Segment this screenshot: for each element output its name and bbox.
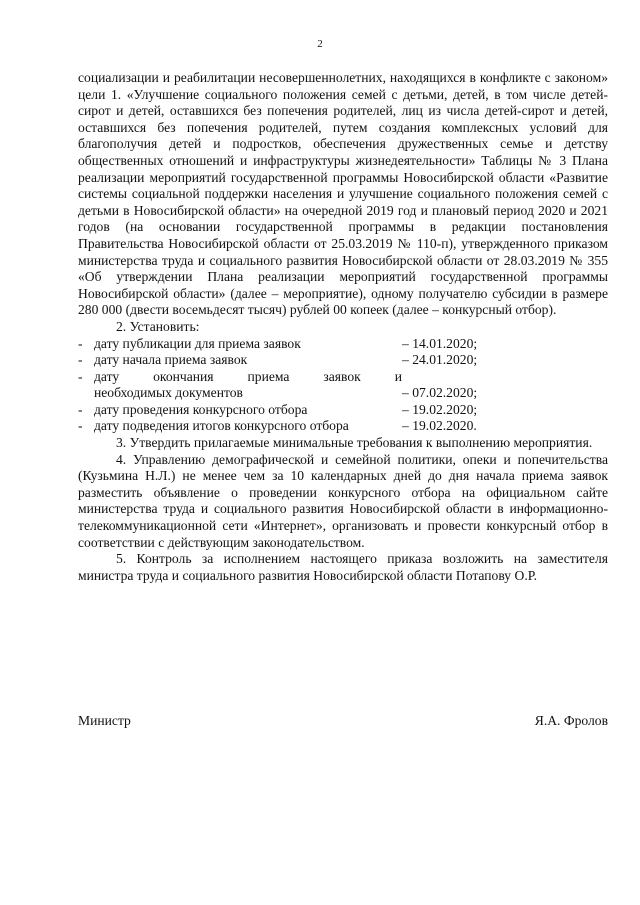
schedule-list — [78, 336, 608, 436]
signature-name: Я.А. Фролов — [534, 713, 608, 728]
schedule-item-date: – 14.01.2020; — [402, 335, 478, 351]
schedule-item-date: – 19.02.2020; — [402, 401, 478, 417]
schedule-item — [78, 352, 608, 369]
schedule-item-date: – 07.02.2020; — [402, 385, 478, 401]
list-dash: - — [78, 418, 83, 434]
schedule-item-date: – 24.01.2020; — [402, 352, 478, 368]
schedule-item — [78, 369, 608, 402]
list-dash: - — [78, 352, 83, 368]
schedule-item-label: дату проведения конкурсного отбора — [94, 401, 308, 417]
paragraph-continuation: социализации и реабилитации несовершеннолетних, находящихся в конфликте с законом» цели 1. «Улучшение социального положения семей с детьми, детей, в том числе детей-сирот и детей, оставшихся без попечения родителей, лиц из числа детей-сирот и детей, оставшихся без попечения родителей, путем создания комплексных условий для благополучия детей и подростков, обеспечения дружественных семье и детству общественных отношений и инфраструктуры жизнедеятельности» Таблицы № 3 Плана реализации мероприятий государственной программы Новосибирской области «Развитие системы социальной поддержки населения и улучшение социального положения семей с детьми в Новосибирской области» на очередной 2019 год и плановый период 2020 и 2021 годов (на основании государственной программы в редакции постановления Правительства Новосибирской области от 25.03.2019 № 110-п), утвержденного приказом министерства труда и социального развития Новосибирской области от 28.03.2019 № 355 «Об утверждении Плана реализации мероприятий государственной программы Новосибирской области» (далее – мероприятие), одному получателю субсидии в размере 280 000 (двести восемьдесят тысяч) рублей 00 копеек (далее – конкурсный отбор). — [78, 70, 608, 318]
paragraph-control: 5. Контроль за исполнением настоящего приказа возложить на заместителя министра труда и социального развития Новосибирской области Потапову О.Р. — [78, 551, 608, 583]
paragraph-approve-requirements: 3. Утвердить прилагаемые минимальные требования к выполнению мероприятия. — [116, 435, 593, 451]
schedule-item — [78, 418, 608, 435]
schedule-item-label-line2: необходимых документов — [94, 385, 243, 401]
signature-block — [78, 713, 608, 730]
schedule-item — [78, 336, 608, 353]
schedule-item — [78, 402, 608, 419]
document-body — [78, 70, 608, 584]
schedule-item-label: дату подведения итогов конкурсного отбора — [94, 418, 349, 434]
list-dash: - — [78, 401, 83, 417]
paragraph-department-instructions: 4. Управлению демографической и семейной политики, опеки и попечительства (Кузьмина Н.Л.) не менее чем за 10 календарных дней до дня начала приема заявок разместить объявление о проведении конкурсного отбора на официальном сайте министерства труда и социального развития Новосибирской области в информационно-телекоммуникационной сети «Интернет», организовать и провести конкурсный отбор в соответствии с действующим законодательством. — [78, 451, 608, 550]
schedule-item-label: дату начала приема заявок — [94, 352, 248, 368]
schedule-item-date: – 19.02.2020. — [402, 418, 477, 434]
paragraph-establish: 2. Установить: — [116, 318, 200, 334]
list-dash: - — [78, 335, 83, 351]
list-dash: - — [78, 368, 83, 384]
signature-position: Министр — [78, 713, 131, 728]
schedule-item-label: дату публикации для приема заявок — [94, 335, 301, 351]
schedule-item-label — [94, 369, 402, 402]
schedule-item-label-line1: дату окончания приема заявок и — [94, 368, 402, 384]
page-number: 2 — [317, 38, 323, 50]
